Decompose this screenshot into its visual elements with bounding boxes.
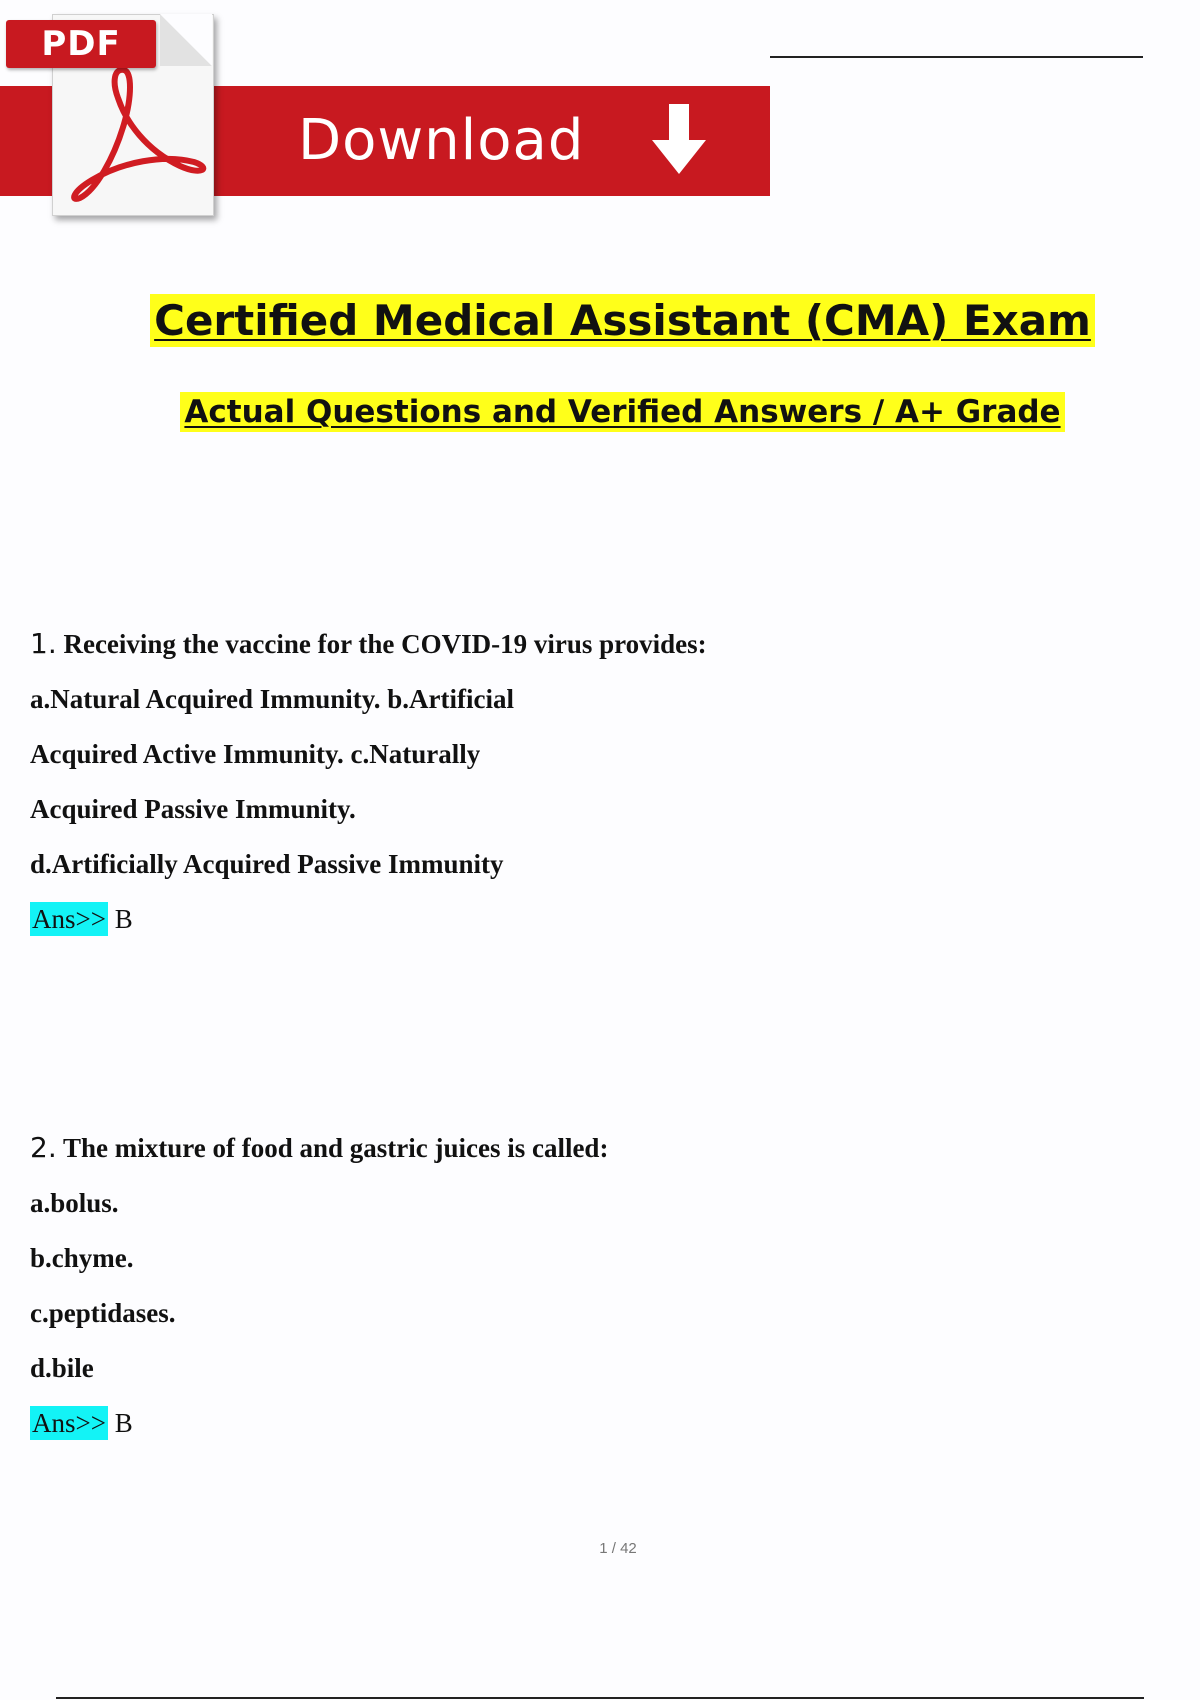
option-line: c.peptidases. (30, 1298, 176, 1328)
question-line (30, 616, 1130, 672)
option-line: Acquired Passive Immunity. (30, 794, 356, 824)
question-1 (30, 616, 1130, 947)
option-line: a.Natural Acquired Immunity. b.Artificial (30, 684, 515, 714)
document-subtitle (0, 394, 1200, 430)
answer-line (30, 892, 1130, 947)
question-line (30, 1120, 1130, 1176)
download-arrow-icon[interactable] (650, 104, 708, 176)
footer-rule (56, 1697, 1144, 1699)
answer-label: Ans>> (32, 904, 106, 934)
answer-label: Ans>> (32, 1408, 106, 1438)
document-title (0, 296, 1200, 345)
answer-line (30, 1396, 1130, 1451)
option-line: d.bile (30, 1353, 94, 1383)
pdf-badge: PDF (6, 20, 156, 68)
question-2 (30, 1120, 1130, 1451)
page-indicator: 1 / 42 (599, 1540, 637, 1557)
question-number: 2. (30, 1131, 57, 1164)
question-text: Receiving the vaccine for the COVID-19 virus provides: (63, 629, 707, 659)
option-line: b.chyme. (30, 1243, 134, 1273)
answer-value: B (114, 1408, 133, 1438)
download-label[interactable]: Download (298, 108, 585, 173)
option-line: Acquired Active Immunity. c.Naturally (30, 739, 481, 769)
answer-value: B (114, 904, 133, 934)
option-line: d.Artificially Acquired Passive Immunity (30, 849, 504, 879)
acrobat-logo-icon (62, 64, 212, 204)
question-number: 1. (30, 627, 57, 660)
option-line: a.bolus. (30, 1188, 119, 1218)
question-text: The mixture of food and gastric juices is called: (62, 1133, 609, 1163)
title-text: Certified Medical Assistant (CMA) Exam (150, 294, 1095, 347)
header-rule (770, 56, 1143, 58)
page-fold-icon (160, 14, 212, 66)
subtitle-text: Actual Questions and Verified Answers / A+ Grade (180, 392, 1064, 432)
